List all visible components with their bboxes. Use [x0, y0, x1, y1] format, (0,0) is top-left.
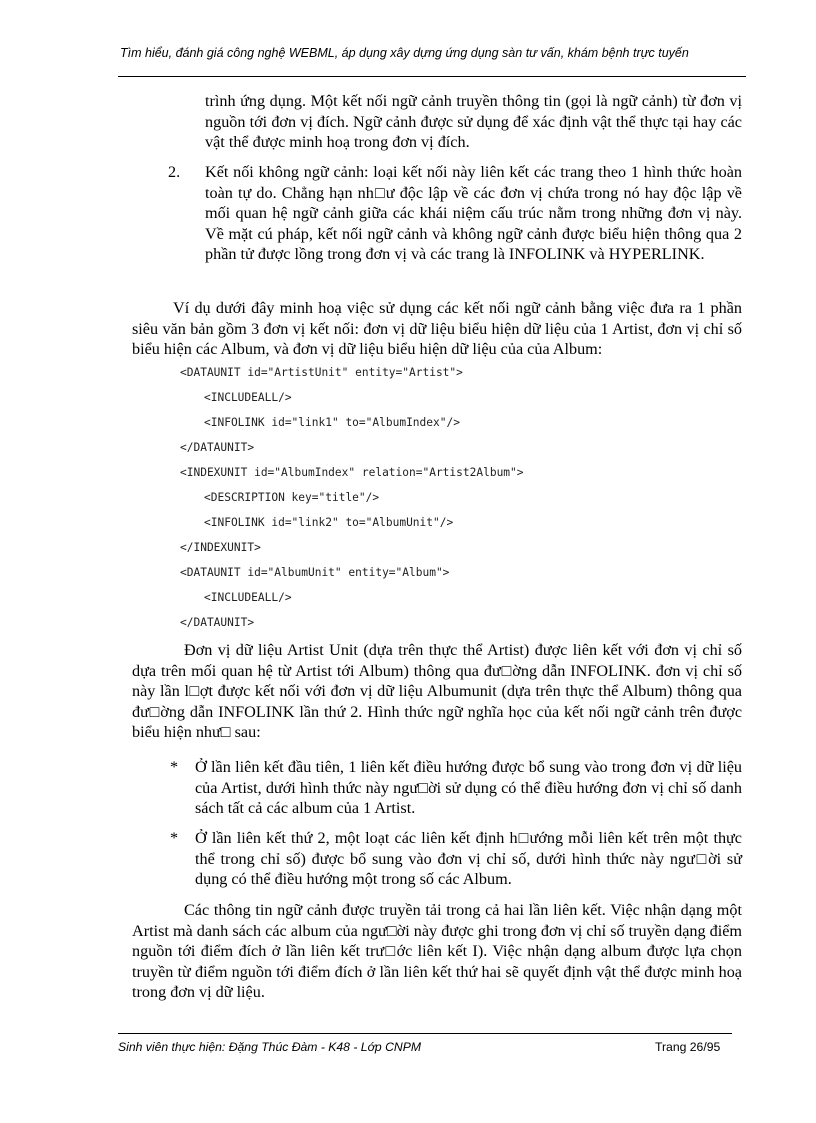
code-line: </DATAUNIT> [180, 441, 255, 454]
code-line: <INFOLINK id="link1" to="AlbumIndex"/> [204, 416, 460, 429]
code-line: <INCLUDEALL/> [204, 391, 292, 404]
bullet-marker: * [170, 758, 179, 776]
code-line: <DESCRIPTION key="title"/> [204, 491, 380, 504]
code-line: <INDEXUNIT id="AlbumIndex" relation="Artist2Album"> [180, 466, 524, 479]
bullet-item-2: Ở lần liên kết thứ 2, một loạt các liên kết định h□ướng mỗi liên kết trên một thực thể trong chỉ số) được bổ sung vào đơn vị chỉ số, dưới hình thức này ngư□ời sử dụng có thể điều hướng một trong số các Album. [195, 829, 742, 888]
code-line: </INDEXUNIT> [180, 541, 261, 554]
code-line: <INFOLINK id="link2" to="AlbumUnit"/> [204, 516, 454, 529]
code-line: <INCLUDEALL/> [204, 591, 292, 604]
intro-continuation: trình ứng dụng. Một kết nối ngữ cảnh truyền thông tin (gọi là ngữ cảnh) từ đơn vị nguồn tới đơn vị đích. Ngữ cảnh được sử dụng để xác định vật thể thực tại hay các vật thể được minh hoạ trong đơn vị đích. [205, 92, 742, 151]
page-header-title: Tìm hiểu, đánh giá công nghệ WEBML, áp dụng xây dựng ứng dụng sàn tư vấn, khám bệnh trực tuyến [120, 46, 689, 60]
code-line: <DATAUNIT id="ArtistUnit" entity="Artist"> [180, 366, 463, 379]
list-item-2-text: Kết nối không ngữ cảnh: loại kết nối này liên kết các trang theo 1 hình thức hoàn toàn tự do. Chẳng hạn nh□ư độc lập về các đơn vị chứa trong nó hay độc lập về mối quan hệ ngữ cảnh giữa các khái niệm cấu trúc nằm trong những đơn vị này. Về mặt cú pháp, kết nối ngữ cảnh và không ngữ cảnh được biểu hiện thông qua 2 phần tử được lồng trong đơn vị và các trang là INFOLINK và HYPERLINK. [205, 163, 742, 263]
paragraph-example-intro: Ví dụ dưới đây minh hoạ việc sử dụng các kết nối ngữ cảnh bằng việc đưa ra 1 phần siêu văn bản gồm 3 đơn vị kết nối: đơn vị dữ liệu biểu hiện dữ liệu của 1 Artist, đơn vị chỉ số biểu hiện các Album, và đơn vị dữ liệu biểu hiện dữ liệu của của Album: [132, 299, 742, 358]
code-line: </DATAUNIT> [180, 616, 255, 629]
code-line: <DATAUNIT id="AlbumUnit" entity="Album"> [180, 566, 450, 579]
bullet-item-1: Ở lần liên kết đầu tiên, 1 liên kết điều hướng được bổ sung vào trong đơn vị dữ liệu của Artist, dưới hình thức này ngư□ời sử dụng có thể điều hướng đơn vị chỉ số danh sách tất cả các album của 1 Artist. [195, 758, 742, 817]
footer-student: Sinh viên thực hiện: Đặng Thúc Đàm - K48 - Lớp CNPM [118, 1040, 421, 1054]
list-number-2: 2. [168, 163, 181, 181]
paragraph-context-info: Các thông tin ngữ cảnh được truyền tải trong cả hai lần liên kết. Việc nhận dạng một Artist mà danh sách các album của ngư□ời này được ghi trong đơn vị chỉ số truyền dạng điểm nguồn tới điểm đích ở lần liên kết trư□ớc liên kết I). Việc nhận dạng album được lựa chọn truyền từ điểm nguồn tới điểm đích ở lần liên kết thứ hai sẽ quyết định vật thể được minh hoạ trong đơn vị dữ liệu. [132, 901, 742, 1001]
footer-divider [118, 1033, 732, 1034]
footer-page-number: Trang 26/95 [655, 1040, 721, 1054]
paragraph-semantics: Đơn vị dữ liệu Artist Unit (dựa trên thực thể Artist) được liên kết với đơn vị chỉ số dựa trên mối quan hệ từ Artist tới Album) thông qua đư□ờng dẫn INFOLINK. đơn vị chỉ số này lần l□ợt được kết nối với đơn vị dữ liệu Albumunit (dựa trên thực thể Album) thông qua đư□ờng dẫn INFOLINK lần thứ 2. Hình thức ngữ nghĩa học của kết nối ngữ cảnh trên được biểu hiện như□ sau: [132, 641, 742, 741]
bullet-marker: * [170, 829, 179, 847]
header-divider [118, 76, 746, 77]
